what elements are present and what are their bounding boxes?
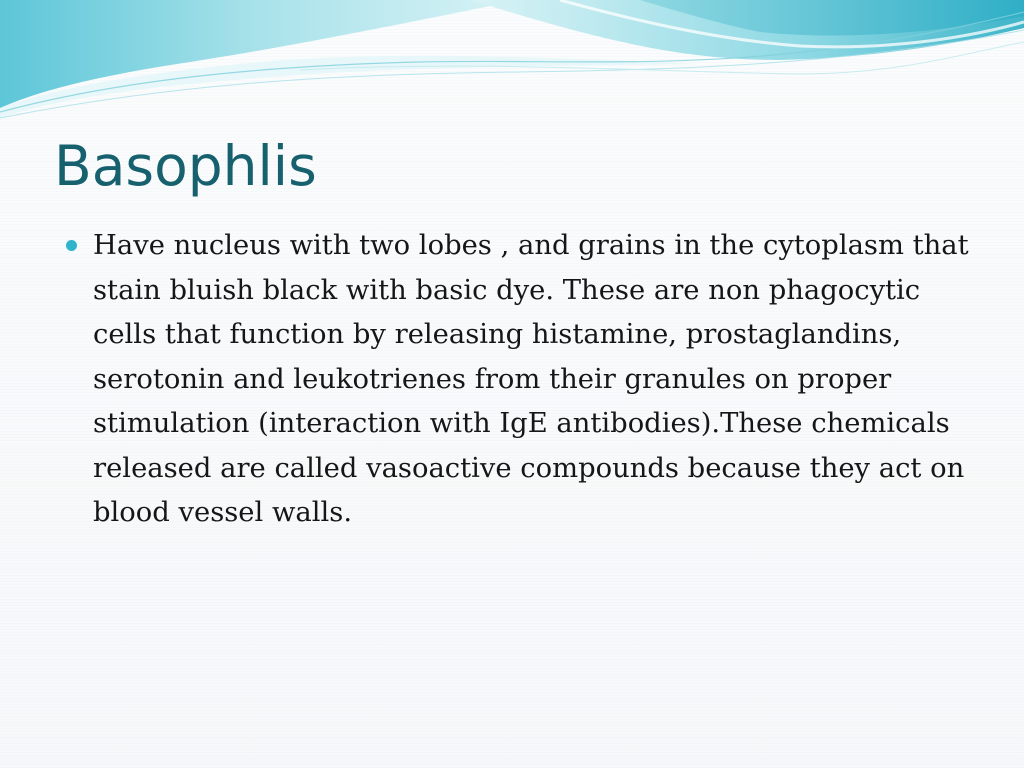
bullet-text: Have nucleus with two lobes , and grains in the cytoplasm that stain bluish black with basic dye. These are non phagocytic cells that function by releasing histamine, prostaglandins, serotonin and leukotrienes from their granules on proper stimulation (interaction with IgE antibodies).These chemicals released are called vasoactive compounds because they act on blood vessel walls. bbox=[93, 230, 969, 528]
header-wave-decoration bbox=[0, 0, 1024, 130]
list-item bbox=[62, 224, 982, 536]
bullet-list bbox=[62, 224, 982, 536]
bullet-dot-icon bbox=[66, 240, 77, 251]
slide-title: Basophlis bbox=[54, 134, 317, 198]
